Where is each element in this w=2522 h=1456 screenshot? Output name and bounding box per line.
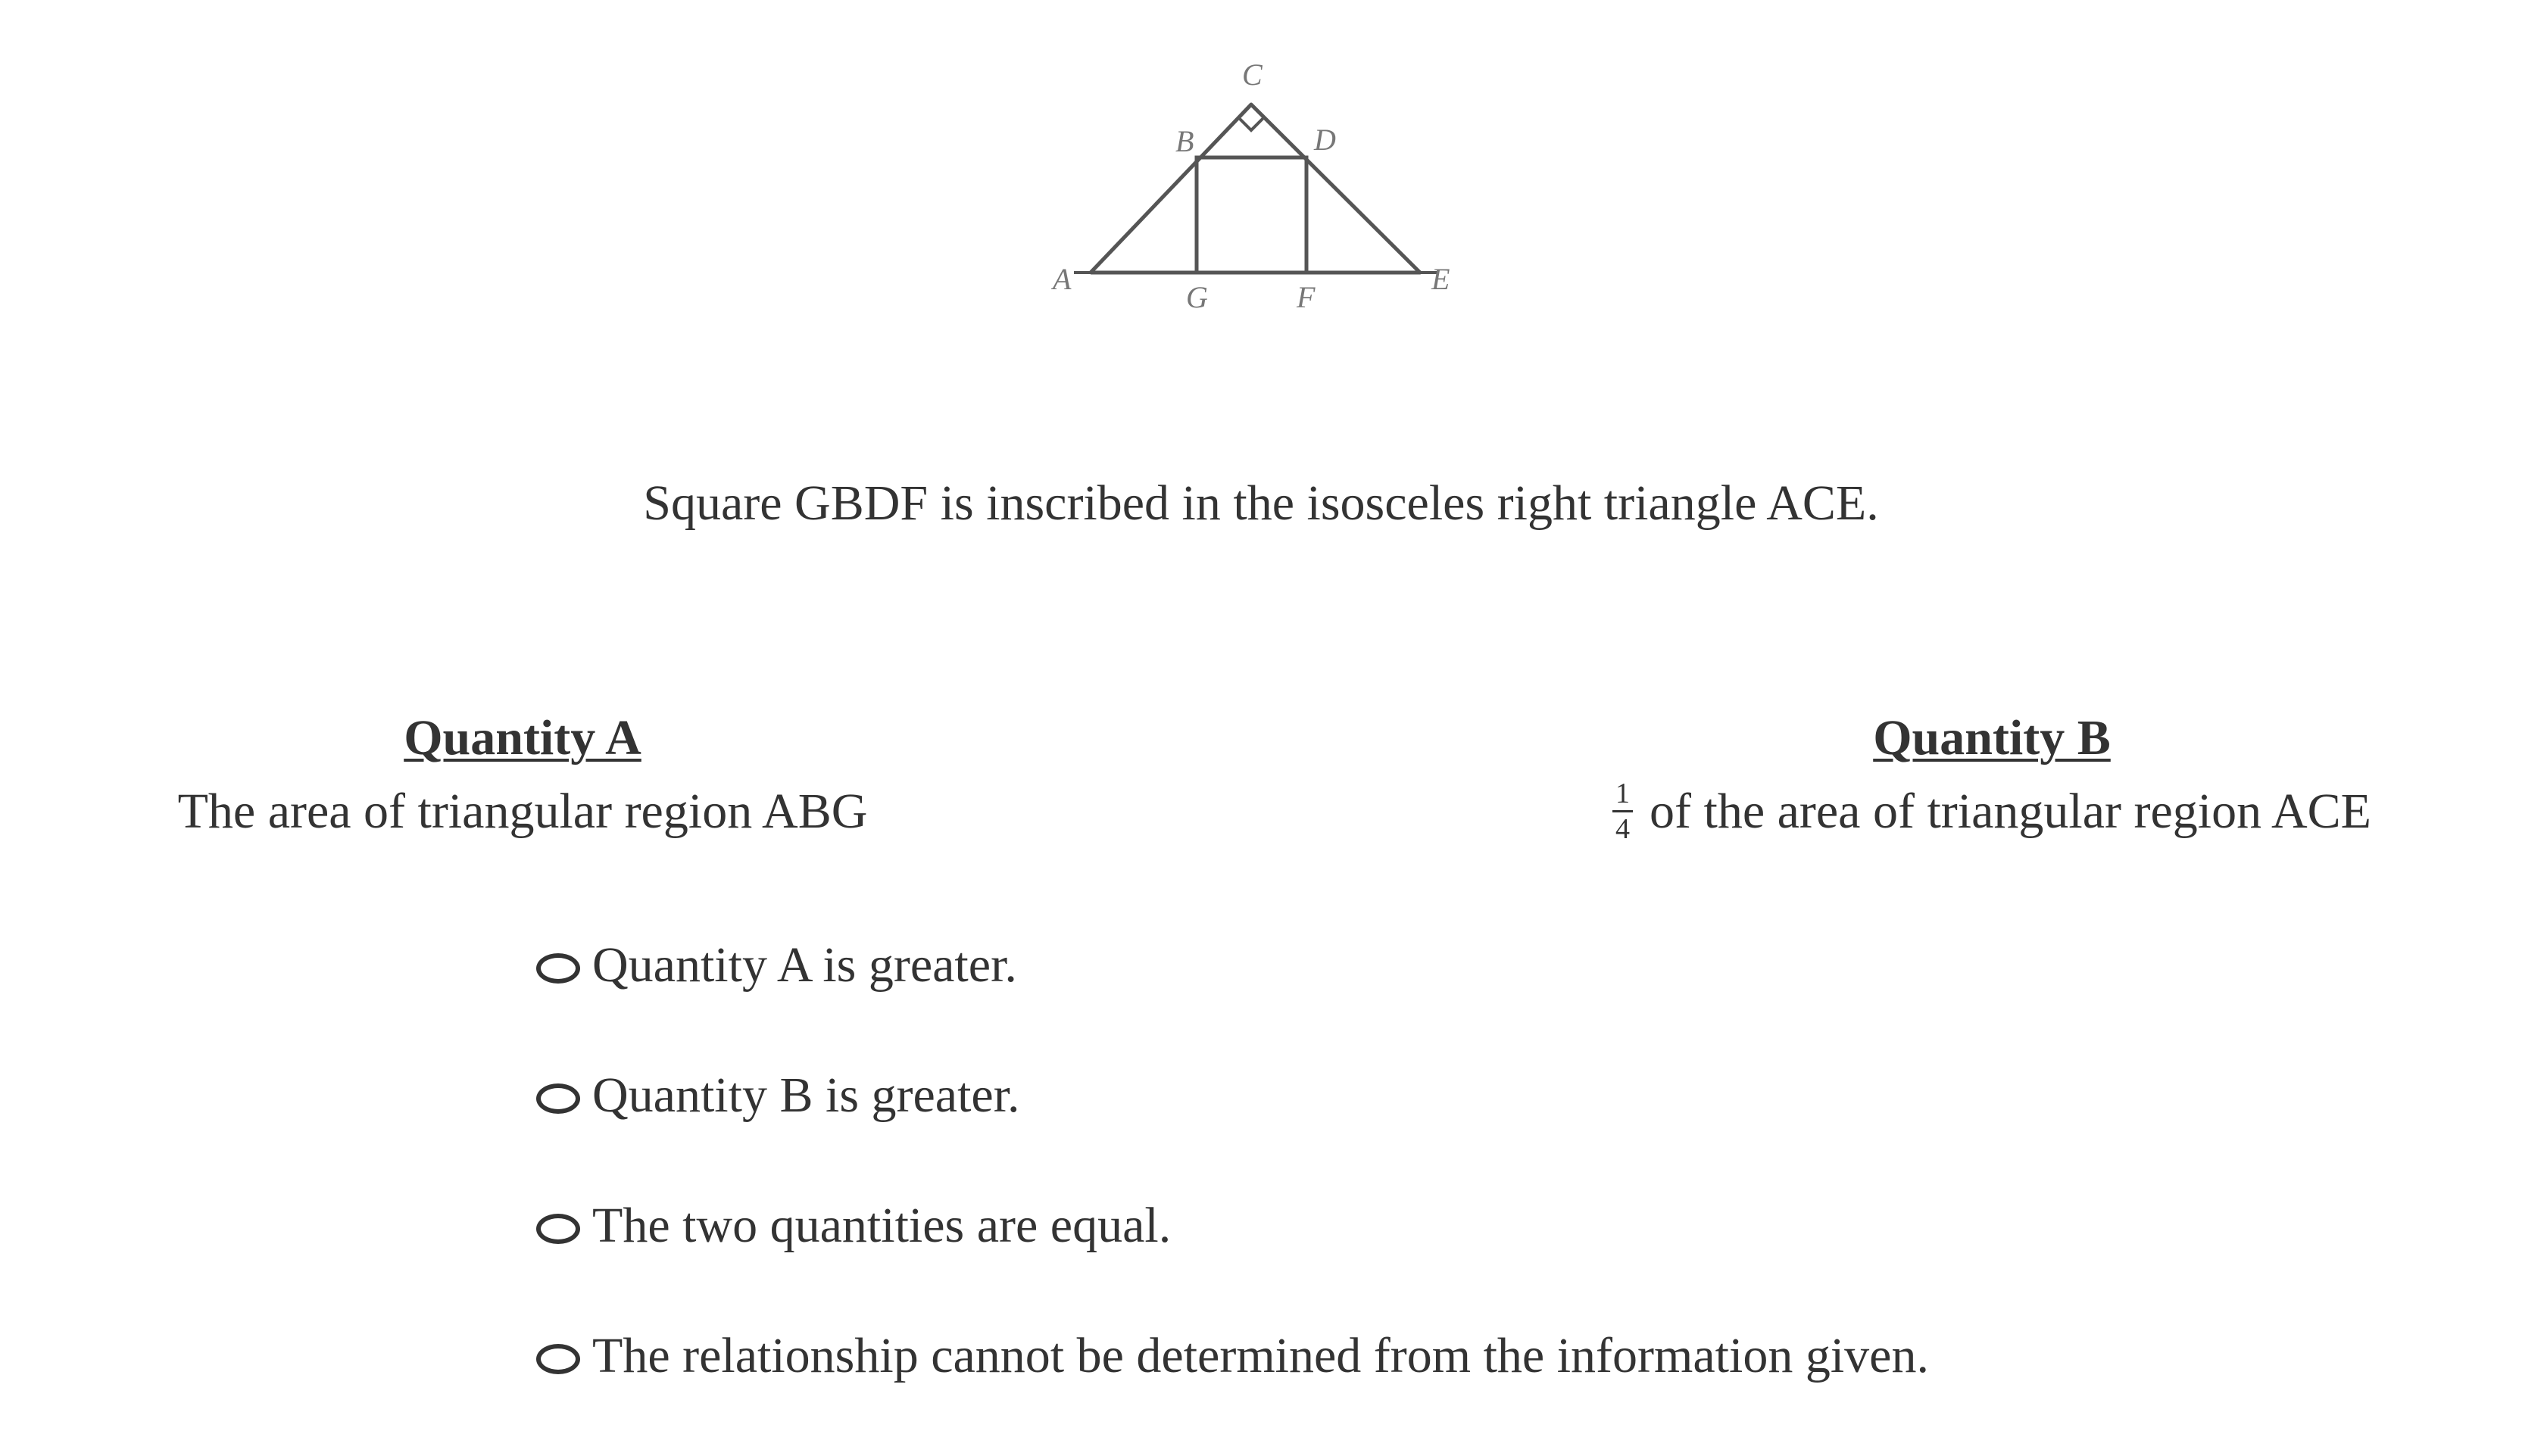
quantity-b-text: of the area of triangular region ACE — [1650, 784, 2371, 839]
label-a: A — [1053, 262, 1072, 296]
right-angle-marker — [1238, 117, 1265, 130]
fraction-numerator: 1 — [1612, 778, 1633, 812]
radio-button-icon[interactable] — [536, 953, 580, 984]
quantity-b-body — [1553, 778, 2431, 849]
radio-button-icon[interactable] — [536, 1083, 580, 1114]
quantity-b-fraction — [1612, 778, 1633, 844]
option-label: The relationship cannot be determined from the information given. — [592, 1328, 1929, 1383]
label-b: B — [1175, 124, 1194, 158]
quantity-b-heading: Quantity B — [1873, 710, 2111, 765]
geometry-figure — [1007, 23, 1492, 326]
triangle-square-diagram — [1007, 23, 1492, 326]
option-label: Quantity A is greater. — [592, 937, 1017, 993]
option-cannot-determine[interactable] — [536, 1326, 1929, 1386]
square-gbdf — [1197, 157, 1306, 273]
option-label: Quantity B is greater. — [592, 1068, 1020, 1123]
quantity-b-column — [1553, 708, 2431, 849]
quantity-a-heading: Quantity A — [404, 710, 641, 765]
quantity-a-text: The area of triangular region ABG — [177, 784, 868, 839]
label-d: D — [1314, 123, 1336, 157]
label-e: E — [1431, 262, 1450, 296]
question-stem: Square GBDF is inscribed in the isosceles right triangle ACE. — [643, 475, 1879, 531]
radio-button-icon[interactable] — [536, 1344, 580, 1374]
answer-options — [536, 935, 1929, 1456]
option-a-greater[interactable] — [536, 935, 1929, 996]
label-c: C — [1242, 58, 1263, 92]
radio-button-icon[interactable] — [536, 1214, 580, 1244]
label-g: G — [1186, 280, 1208, 314]
fraction-denominator: 4 — [1615, 813, 1630, 846]
option-equal[interactable] — [536, 1196, 1929, 1256]
quantity-a-column — [114, 708, 932, 842]
triangle-ace — [1091, 104, 1420, 273]
label-f: F — [1297, 280, 1316, 314]
option-label: The two quantities are equal. — [592, 1198, 1172, 1253]
option-b-greater[interactable] — [536, 1065, 1929, 1126]
